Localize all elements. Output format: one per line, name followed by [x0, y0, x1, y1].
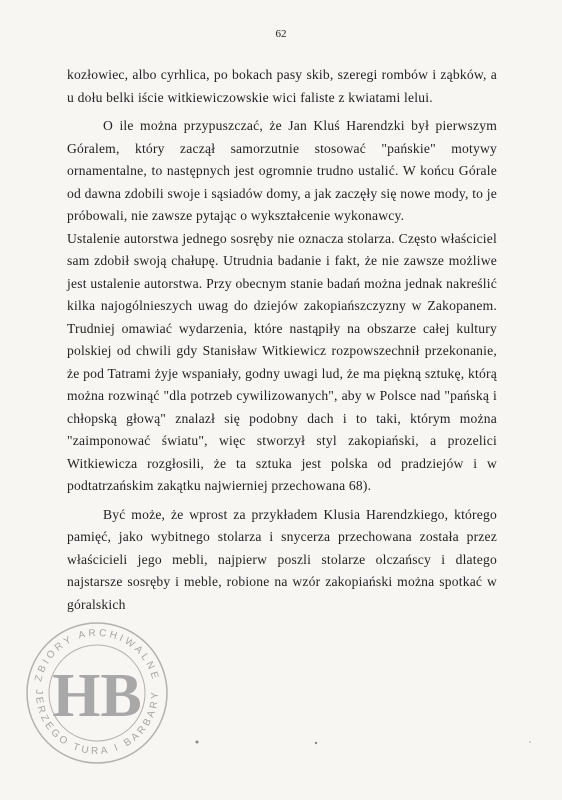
paragraph-2: O ile można przypuszczać, że Jan Kluś Harendzki był pierwszym Góralem, który zaczął samorzutnie stosować "pańskie" motywy ornamentalne, to następnych jest ogromnie trudno ustalić. W końcu Górale od dawna zdobili swoje i sąsiadów domy, a jak zaczęły się nowe mody, to je próbowali, nie zawsze pytając o wykształcenie wykonawcy. — [67, 118, 497, 223]
stamp-bottom-text: JERZEGO TURA I BARBARY — [32, 689, 162, 758]
paragraph-4: Być może, że wprost za przykładem Klusia Harendzkiego, którego pamięć, jako wybitnego stolarza i snycerza przechowana została przez właścicieli jego mebli, najpierw poszli stolarze olczańscy i dlatego najstarsze sosręby i meble, robione na wzór zakopiański można spotkać w góralskich — [67, 506, 497, 612]
page-number: 62 — [275, 28, 287, 40]
paragraph-3: Ustalenie autorstwa jednego sosręby nie oznacza stolarza. Często właściciel sam zdobił swoją chałupę. Utrudnia badanie i fakt, że nie zawsze możliwe jest ustalenie autorstwa. Przy obecnym stanie badań można jednak nakreślić kilka najogólnieszych uwag do dziejów zakopiańszczyzny w Zakopanem. Trudniej omawiać wydarzenia, które nastąpiły na obszarze całej kultury polskiej od chwili gdy Stanisław Witkiewicz rozpowszechnił przekonanie, że pod Tatrami żyje wspaniały, godny uwagi lud, że ma piękną sztukę, którą można rozwinąć "dla potrzeb cywilizowanych", aby w Polsce nad "pańską i chłopską głową" znalazł się podobny dach i to taki, którym można "zaimponować światu", więc stworzył styl zakopiański, a prozelici Witkiewicza rozgłosili, że ta sztuka jest polska od pradziejów i w podtatrzańskim zakątku najwierniej przechowana 68). — [67, 230, 497, 493]
stamp-top-text: ZBIORY ARCHIWALNE — [33, 627, 161, 683]
stamp-monogram: HB — [52, 662, 142, 730]
paragraph-1: kozłowiec, albo cyrhlica, po bokach pasy skib, szeregi rombów i ząbków, a u dołu belki iście witkiewiczowskie wici faliste z kwiatami lelui. — [67, 67, 497, 105]
